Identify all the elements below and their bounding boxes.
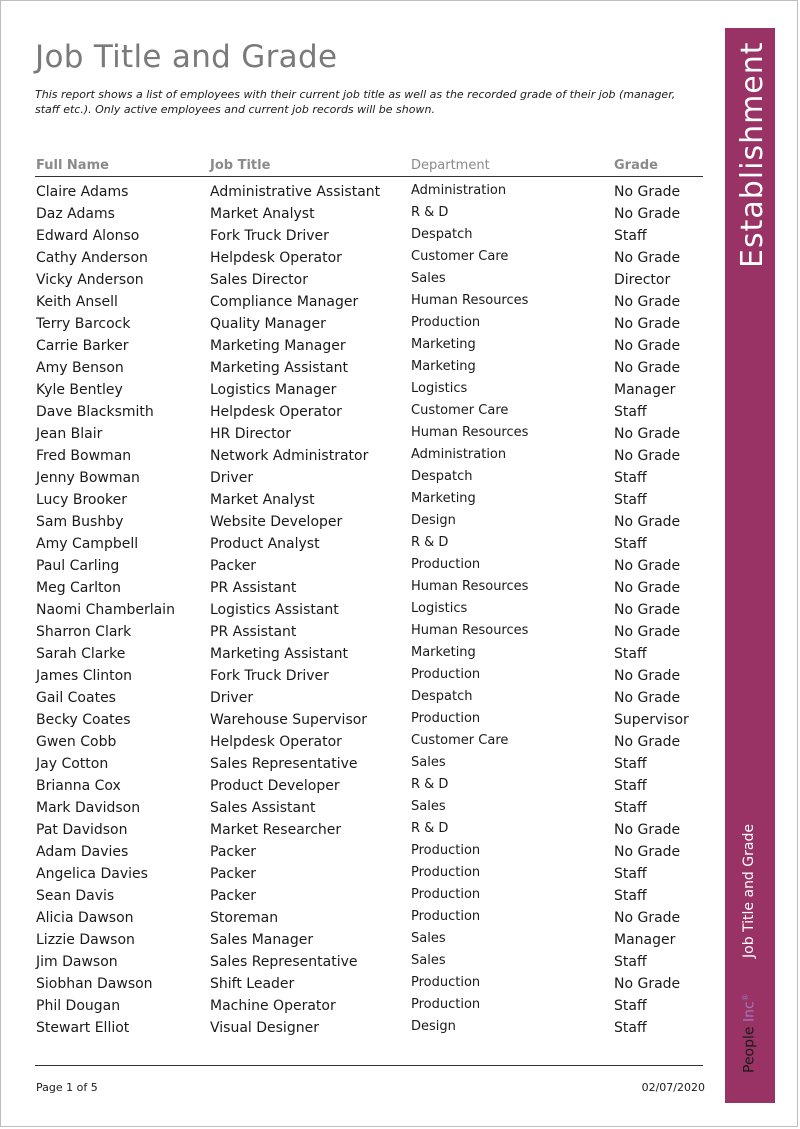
cell-department: Production (411, 887, 481, 902)
table-row (35, 294, 703, 316)
cell-job-title: PR Assistant (210, 580, 297, 596)
cell-department: Sales (411, 931, 446, 946)
cell-department: Marketing (411, 337, 476, 352)
cell-grade: No Grade (614, 976, 681, 992)
cell-job-title: Marketing Assistant (210, 646, 349, 662)
cell-grade: No Grade (614, 668, 681, 684)
cell-job-title: Compliance Manager (210, 294, 359, 310)
cell-full-name: Paul Carling (36, 558, 120, 574)
cell-job-title: Product Developer (210, 778, 340, 794)
cell-job-title: Administrative Assistant (210, 184, 381, 200)
cell-grade: Staff (614, 228, 647, 244)
cell-full-name: Meg Carlton (36, 580, 121, 596)
table-row (35, 756, 703, 778)
cell-full-name: James Clinton (36, 668, 133, 684)
cell-job-title: Fork Truck Driver (210, 228, 329, 244)
cell-job-title: Market Researcher (210, 822, 342, 838)
table-row (35, 228, 703, 250)
cell-job-title: Market Analyst (210, 492, 315, 508)
table-row (35, 558, 703, 580)
cell-job-title: Marketing Assistant (210, 360, 349, 376)
cell-full-name: Dave Blacksmith (36, 404, 154, 420)
cell-job-title: Sales Director (210, 272, 308, 288)
cell-full-name: Carrie Barker (36, 338, 129, 354)
table-row (35, 382, 703, 404)
table-row (35, 602, 703, 624)
cell-department: Human Resources (411, 425, 529, 440)
cell-full-name: Sarah Clarke (36, 646, 126, 662)
cell-full-name: Stewart Elliot (36, 1020, 130, 1036)
cell-full-name: Fred Bowman (36, 448, 132, 464)
employee-table (35, 184, 703, 1042)
cell-grade: No Grade (614, 514, 681, 530)
cell-full-name: Lizzie Dawson (36, 932, 135, 948)
cell-job-title: Storeman (210, 910, 279, 926)
cell-full-name: Jenny Bowman (36, 470, 140, 486)
cell-job-title: Helpdesk Operator (210, 404, 342, 420)
table-row (35, 822, 703, 844)
cell-grade: No Grade (614, 602, 681, 618)
cell-full-name: Sam Bushby (36, 514, 124, 530)
cell-job-title: Network Administrator (210, 448, 369, 464)
cell-department: Human Resources (411, 579, 529, 594)
cell-department: Marketing (411, 645, 476, 660)
cell-grade: No Grade (614, 206, 681, 222)
cell-grade: Staff (614, 1020, 647, 1036)
cell-full-name: Naomi Chamberlain (36, 602, 175, 618)
cell-grade: Staff (614, 470, 647, 486)
cell-job-title: Packer (210, 888, 257, 904)
cell-grade: Staff (614, 404, 647, 420)
table-row (35, 514, 703, 536)
table-row (35, 624, 703, 646)
cell-full-name: Angelica Davies (36, 866, 148, 882)
cell-grade: Director (614, 272, 671, 288)
cell-grade: No Grade (614, 822, 681, 838)
table-row (35, 800, 703, 822)
cell-job-title: Market Analyst (210, 206, 315, 222)
cell-grade: No Grade (614, 734, 681, 750)
table-row (35, 316, 703, 338)
cell-full-name: Claire Adams (36, 184, 129, 200)
table-header (35, 158, 703, 177)
table-row (35, 888, 703, 910)
cell-job-title: Driver (210, 470, 254, 486)
cell-full-name: Sharron Clark (36, 624, 132, 640)
cell-full-name: Becky Coates (36, 712, 131, 728)
table-row (35, 712, 703, 734)
cell-job-title: Marketing Manager (210, 338, 346, 354)
cell-job-title: Packer (210, 844, 257, 860)
cell-department: Design (411, 1019, 456, 1034)
cell-full-name: Keith Ansell (36, 294, 118, 310)
section-sidebar (725, 28, 775, 1103)
cell-full-name: Gwen Cobb (36, 734, 117, 750)
cell-department: Production (411, 557, 481, 572)
cell-grade: No Grade (614, 448, 681, 464)
cell-job-title: PR Assistant (210, 624, 297, 640)
report-date: 02/07/2020 (641, 1081, 705, 1094)
cell-grade: Staff (614, 778, 647, 794)
cell-job-title: Product Analyst (210, 536, 320, 552)
cell-grade: No Grade (614, 184, 681, 200)
table-row (35, 536, 703, 558)
footer-divider (35, 1065, 703, 1066)
cell-department: Sales (411, 755, 446, 770)
cell-department: R & D (411, 821, 449, 836)
table-row (35, 470, 703, 492)
cell-job-title: Logistics Manager (210, 382, 337, 398)
table-row (35, 866, 703, 888)
cell-grade: No Grade (614, 690, 681, 706)
cell-department: Customer Care (411, 249, 509, 264)
cell-full-name: Mark Davidson (36, 800, 141, 816)
cell-grade: No Grade (614, 316, 681, 332)
cell-grade: No Grade (614, 294, 681, 310)
cell-job-title: Packer (210, 558, 257, 574)
cell-department: Sales (411, 953, 446, 968)
cell-full-name: Kyle Bentley (36, 382, 123, 398)
cell-job-title: Helpdesk Operator (210, 734, 342, 750)
cell-full-name: Jim Dawson (36, 954, 118, 970)
cell-grade: No Grade (614, 338, 681, 354)
cell-grade: Manager (614, 382, 676, 398)
cell-grade: Staff (614, 646, 647, 662)
column-header-full-name: Full Name (36, 158, 109, 173)
table-row (35, 932, 703, 954)
page-number: Page 1 of 5 (36, 1081, 98, 1094)
cell-grade: No Grade (614, 910, 681, 926)
table-row (35, 206, 703, 228)
cell-full-name: Daz Adams (36, 206, 115, 222)
cell-department: Marketing (411, 359, 476, 374)
cell-department: Production (411, 909, 481, 924)
cell-department: Customer Care (411, 733, 509, 748)
cell-grade: No Grade (614, 558, 681, 574)
cell-department: Sales (411, 799, 446, 814)
cell-department: R & D (411, 777, 449, 792)
table-row (35, 338, 703, 360)
cell-full-name: Vicky Anderson (36, 272, 144, 288)
cell-department: Customer Care (411, 403, 509, 418)
column-header-department: Department (411, 158, 490, 173)
cell-job-title: Machine Operator (210, 998, 336, 1014)
cell-full-name: Cathy Anderson (36, 250, 148, 266)
table-row (35, 690, 703, 712)
cell-department: Production (411, 315, 481, 330)
column-header-grade: Grade (614, 158, 658, 173)
cell-department: Human Resources (411, 293, 529, 308)
table-row (35, 448, 703, 470)
cell-job-title: Helpdesk Operator (210, 250, 342, 266)
cell-job-title: Sales Representative (210, 954, 358, 970)
cell-department: Despatch (411, 469, 473, 484)
table-row (35, 184, 703, 206)
brand-inc: Inc (741, 1001, 758, 1023)
cell-full-name: Jean Blair (36, 426, 103, 442)
table-row (35, 272, 703, 294)
cell-department: Design (411, 513, 456, 528)
cell-job-title: Packer (210, 866, 257, 882)
cell-grade: No Grade (614, 580, 681, 596)
cell-job-title: HR Director (210, 426, 291, 442)
cell-department: Production (411, 711, 481, 726)
brand-registered-mark: ® (741, 993, 750, 1002)
cell-department: Production (411, 975, 481, 990)
cell-department: Marketing (411, 491, 476, 506)
cell-grade: Staff (614, 888, 647, 904)
cell-full-name: Amy Benson (36, 360, 124, 376)
cell-grade: No Grade (614, 360, 681, 376)
cell-department: Sales (411, 271, 446, 286)
cell-department: Despatch (411, 689, 473, 704)
cell-grade: Staff (614, 866, 647, 882)
cell-job-title: Website Developer (210, 514, 343, 530)
brand-logo (741, 993, 758, 1073)
cell-full-name: Siobhan Dawson (36, 976, 153, 992)
cell-job-title: Sales Manager (210, 932, 314, 948)
cell-grade: Staff (614, 954, 647, 970)
cell-job-title: Logistics Assistant (210, 602, 339, 618)
cell-department: Logistics (411, 601, 468, 616)
table-row (35, 734, 703, 756)
cell-department: Logistics (411, 381, 468, 396)
cell-grade: No Grade (614, 426, 681, 442)
table-row (35, 646, 703, 668)
cell-grade: No Grade (614, 844, 681, 860)
table-row (35, 954, 703, 976)
cell-department: Production (411, 997, 481, 1012)
cell-grade: No Grade (614, 250, 681, 266)
table-row (35, 360, 703, 382)
cell-full-name: Jay Cotton (36, 756, 109, 772)
cell-job-title: Sales Assistant (210, 800, 316, 816)
sidebar-report-name: Job Title and Grade (741, 824, 757, 958)
cell-full-name: Gail Coates (36, 690, 116, 706)
cell-department: Administration (411, 183, 507, 198)
cell-department: Administration (411, 447, 507, 462)
cell-full-name: Sean Davis (36, 888, 115, 904)
report-title: Job Title and Grade (35, 39, 338, 75)
cell-full-name: Adam Davies (36, 844, 129, 860)
table-row (35, 1020, 703, 1042)
cell-grade: Staff (614, 536, 647, 552)
cell-job-title: Fork Truck Driver (210, 668, 329, 684)
table-row (35, 976, 703, 998)
cell-grade: No Grade (614, 624, 681, 640)
cell-job-title: Quality Manager (210, 316, 326, 332)
table-row (35, 250, 703, 272)
table-row (35, 910, 703, 932)
table-row (35, 998, 703, 1020)
cell-full-name: Phil Dougan (36, 998, 121, 1014)
cell-department: Production (411, 865, 481, 880)
cell-grade: Staff (614, 756, 647, 772)
cell-grade: Staff (614, 492, 647, 508)
table-row (35, 668, 703, 690)
cell-full-name: Lucy Brooker (36, 492, 128, 508)
table-row (35, 580, 703, 602)
cell-grade: Manager (614, 932, 676, 948)
table-row (35, 404, 703, 426)
cell-grade: Staff (614, 800, 647, 816)
report-description: This report shows a list of employees with their current job title as well as the recorded grade of their job (manager, staff etc.). Only active employees and current job records will be shown. (35, 88, 676, 116)
cell-department: Production (411, 667, 481, 682)
cell-full-name: Pat Davidson (36, 822, 128, 838)
cell-job-title: Warehouse Supervisor (210, 712, 368, 728)
cell-full-name: Alicia Dawson (36, 910, 134, 926)
cell-department: Production (411, 843, 481, 858)
cell-department: Despatch (411, 227, 473, 242)
table-row (35, 844, 703, 866)
cell-job-title: Sales Representative (210, 756, 358, 772)
cell-grade: Staff (614, 998, 647, 1014)
cell-full-name: Brianna Cox (36, 778, 121, 794)
table-row (35, 426, 703, 448)
table-row (35, 492, 703, 514)
cell-full-name: Terry Barcock (36, 316, 131, 332)
column-header-job-title: Job Title (210, 158, 271, 173)
cell-job-title: Driver (210, 690, 254, 706)
cell-full-name: Amy Campbell (36, 536, 139, 552)
section-label: Establishment (735, 41, 770, 268)
cell-department: R & D (411, 205, 449, 220)
cell-job-title: Visual Designer (210, 1020, 319, 1036)
cell-job-title: Shift Leader (210, 976, 295, 992)
cell-department: R & D (411, 535, 449, 550)
brand-people: People (741, 1026, 758, 1073)
cell-grade: Supervisor (614, 712, 689, 728)
cell-full-name: Edward Alonso (36, 228, 140, 244)
cell-department: Human Resources (411, 623, 529, 638)
table-row (35, 778, 703, 800)
